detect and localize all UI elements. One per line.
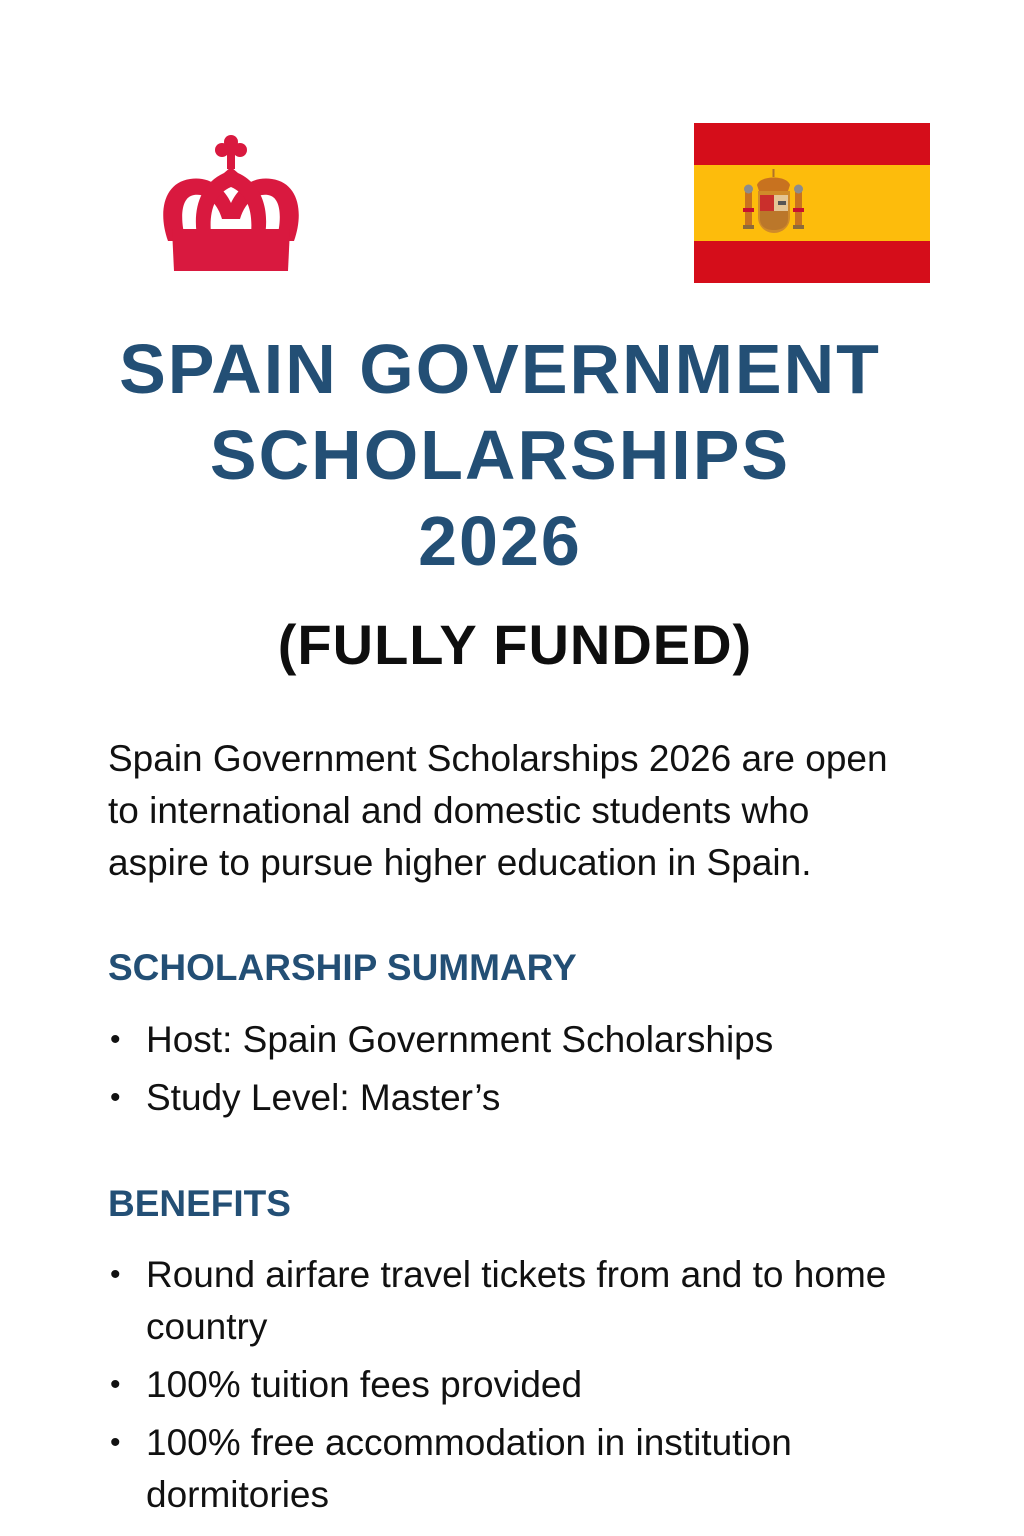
list-item bbox=[108, 1249, 978, 1353]
intro-line-2: to international and domestic students who bbox=[108, 790, 810, 831]
summary-heading: SCHOLARSHIP SUMMARY bbox=[108, 947, 577, 988]
benefits-heading: BENEFITS bbox=[108, 1183, 291, 1224]
list-item-text: 100% tuition fees provided bbox=[146, 1364, 583, 1405]
bullet-icon: • bbox=[110, 1368, 121, 1401]
list-item bbox=[108, 1072, 978, 1124]
list-item bbox=[108, 1417, 978, 1521]
intro-line-3: aspire to pursue higher education in Spain. bbox=[108, 842, 812, 883]
list-item-text: Study Level: Master’s bbox=[146, 1077, 501, 1118]
bullet-icon: • bbox=[110, 1426, 121, 1459]
crown-icon bbox=[158, 133, 304, 273]
list-item-text: 100% free accommodation in institution bbox=[146, 1422, 792, 1463]
spain-flag-icon bbox=[694, 123, 930, 283]
title-line-2: SCHOLARSHIPS bbox=[209, 416, 791, 494]
benefits-list bbox=[108, 1249, 978, 1527]
title-line-3: 2026 bbox=[418, 502, 582, 580]
bullet-icon: • bbox=[110, 1023, 121, 1056]
title-line-1: SPAIN GOVERNMENT bbox=[119, 330, 881, 408]
page-title bbox=[0, 326, 1000, 584]
intro-line-1: Spain Government Scholarships 2026 are open bbox=[108, 738, 888, 779]
intro-paragraph bbox=[108, 733, 968, 889]
bullet-icon: • bbox=[110, 1081, 121, 1114]
list-item bbox=[108, 1359, 978, 1411]
list-item-text: Round airfare travel tickets from and to home bbox=[146, 1254, 887, 1295]
list-item bbox=[108, 1014, 978, 1066]
list-item-text: Host: Spain Government Scholarships bbox=[146, 1019, 774, 1060]
summary-list bbox=[108, 1014, 978, 1130]
bullet-icon: • bbox=[110, 1258, 121, 1291]
list-item-text: dormitories bbox=[146, 1474, 329, 1515]
list-item-text: country bbox=[146, 1306, 268, 1347]
funding-subtitle: (FULLY FUNDED) bbox=[277, 613, 753, 676]
